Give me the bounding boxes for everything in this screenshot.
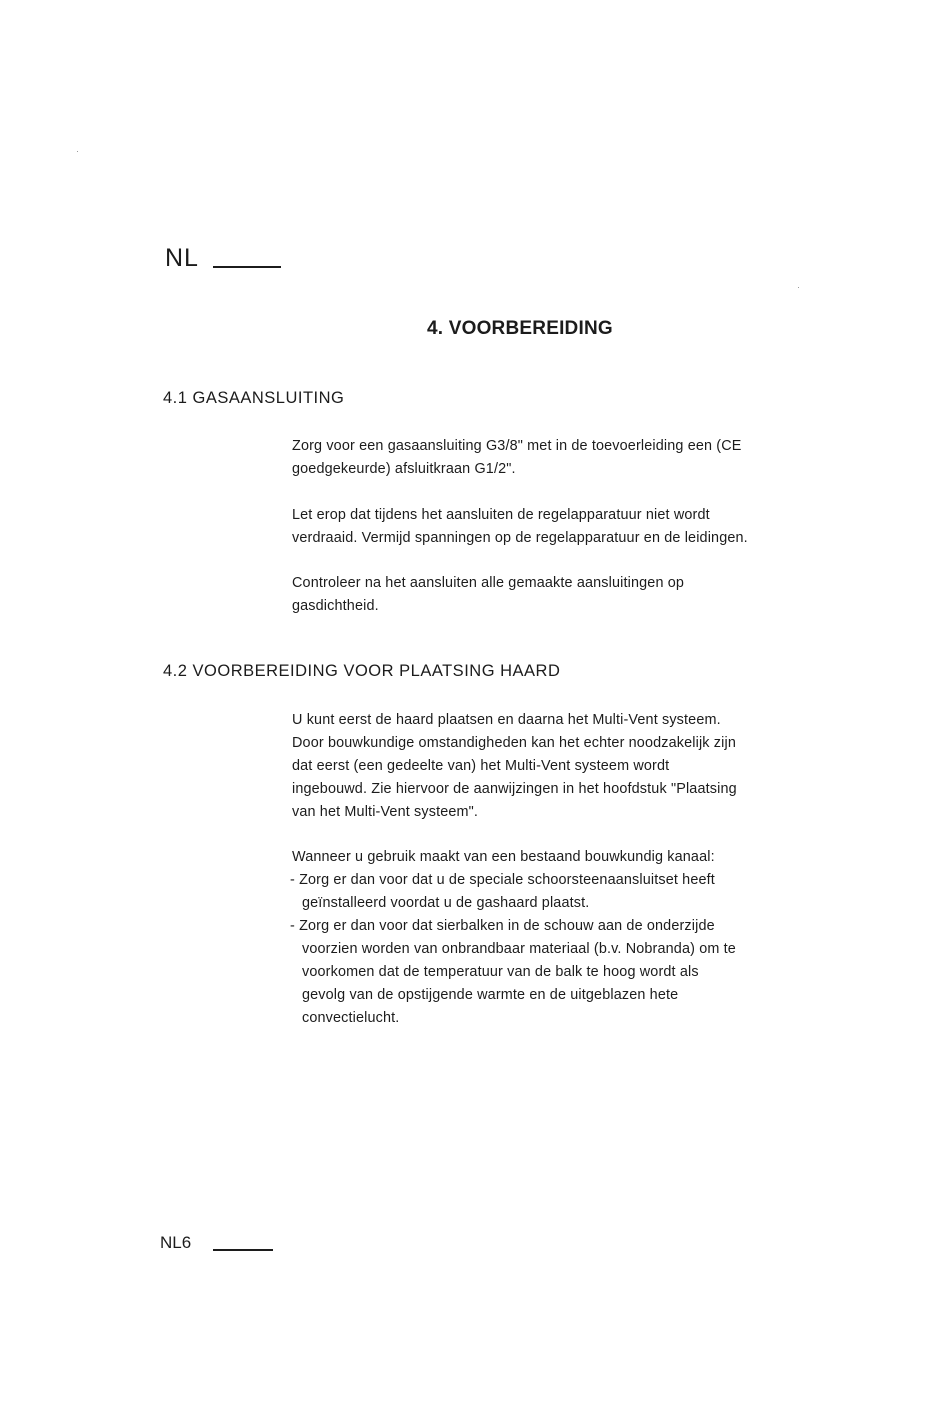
paragraph-line: verdraaid. Vermijd spanningen op de regelapparatuur en de leidingen.	[292, 530, 748, 546]
paragraph-line: van het Multi-Vent systeem".	[292, 804, 479, 820]
paragraph-line: ingebouwd. Zie hiervoor de aanwijzingen in het hoofdstuk "Plaatsing	[292, 781, 737, 797]
bullet-line: - Zorg er dan voor dat sierbalken in de schouw aan de onderzijde	[290, 918, 715, 934]
paragraph-line: Door bouwkundige omstandigheden kan het echter noodzakelijk zijn	[292, 735, 736, 751]
language-marker	[165, 244, 281, 273]
paragraph-line: dat eerst (een gedeelte van) het Multi-Vent systeem wordt	[292, 758, 670, 774]
scan-speck	[77, 151, 78, 152]
bullet-line: - Zorg er dan voor dat u de speciale schoorsteenaansluitset heeft	[290, 872, 715, 888]
paragraph-existing-channel	[292, 846, 812, 869]
page-number	[160, 1233, 273, 1253]
language-code: NL	[165, 244, 199, 272]
page-number-label: NL6	[160, 1233, 192, 1252]
bullet-item-chimney-set	[290, 869, 820, 915]
bullet-item-decorative-beams	[290, 915, 820, 1030]
paragraph-no-twisting	[292, 504, 812, 550]
page-number-underline	[213, 1249, 273, 1251]
paragraph-line: Let erop dat tijdens het aansluiten de regelapparatuur niet wordt	[292, 507, 710, 523]
paragraph-line: Wanneer u gebruik maakt van een bestaand bouwkundig kanaal:	[292, 849, 715, 865]
bullet-line: geïnstalleerd voordat u de gashaard plaatst.	[302, 895, 590, 911]
chapter-title: 4. VOORBEREIDING	[427, 318, 613, 339]
bullet-line: convectielucht.	[302, 1010, 400, 1026]
bullet-line: voorzien worden van onbrandbaar materiaal (b.v. Nobranda) om te	[302, 941, 736, 957]
paragraph-leak-check	[292, 572, 812, 618]
section-heading-voorbereiding-plaatsing: 4.2 VOORBEREIDING VOOR PLAATSING HAARD	[163, 662, 561, 680]
paragraph-line: gasdichtheid.	[292, 598, 379, 614]
bullet-line: voorkomen dat de temperatuur van de balk te hoog wordt als	[302, 964, 699, 980]
paragraph-line: goedgekeurde) afsluitkraan G1/2".	[292, 461, 516, 477]
paragraph-line: Zorg voor een gasaansluiting G3/8" met in de toevoerleiding een (CE	[292, 438, 742, 454]
paragraph-line: U kunt eerst de haard plaatsen en daarna het Multi-Vent systeem.	[292, 712, 721, 728]
language-underline	[213, 266, 281, 268]
scan-speck	[798, 287, 799, 288]
paragraph-line: Controleer na het aansluiten alle gemaakte aansluitingen op	[292, 575, 685, 591]
paragraph-installation-order	[292, 709, 812, 824]
bullet-line: gevolg van de opstijgende warmte en de uitgeblazen hete	[302, 987, 679, 1003]
paragraph-gas-connection	[292, 435, 812, 481]
section-heading-gasaansluiting: 4.1 GASAANSLUITING	[163, 389, 345, 407]
